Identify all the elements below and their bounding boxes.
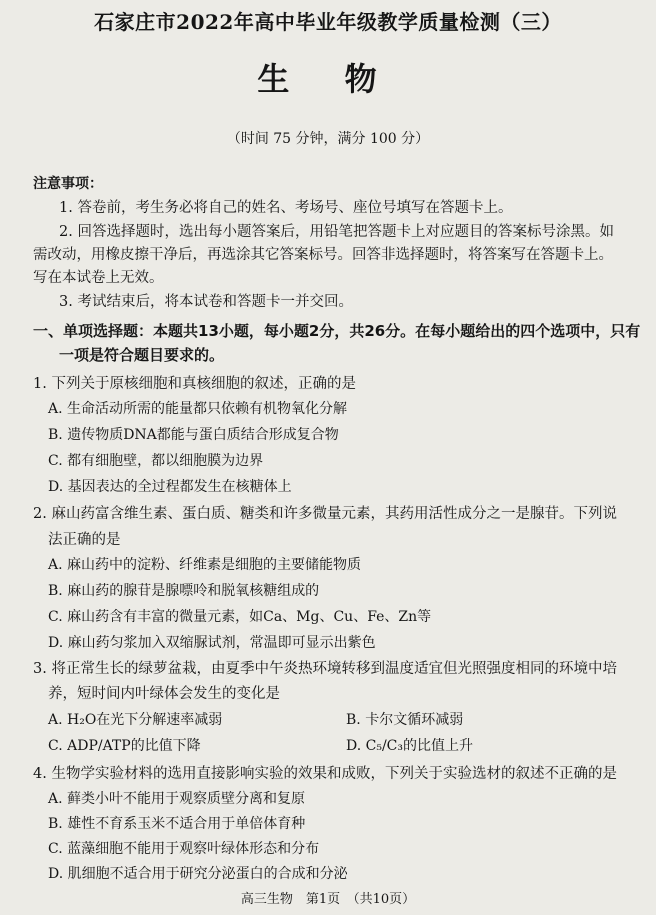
note-2b: 需改动，用橡皮擦干净后，再选涂其它答案标号。回答非选择题时，将答案写在答题卡上。 bbox=[33, 247, 613, 263]
question-2-stem: 2. 麻山药富含维生素、蛋白质、糖类和许多微量元素，其药用活性成分之一是腺苷。下列说 bbox=[33, 506, 617, 522]
note-1: 1. 答卷前，考生务必将自己的姓名、考场号、座位号填写在答题卡上。 bbox=[59, 200, 513, 216]
question-3-stem: 3. 将正常生长的绿萝盆栽，由夏季中午炎热环境转移到温度适宜但光照强度相同的环境中培 bbox=[33, 661, 617, 677]
question-2-stem-cont: 法正确的是 bbox=[48, 532, 121, 548]
question-4-stem: 4. 生物学实验材料的选用直接影响实验的效果和成败，下列关于实验选材的叙述不正确的是 bbox=[33, 766, 617, 782]
q2-option-b: B. 麻山药的腺苷是腺嘌呤和脱氧核糖组成的 bbox=[48, 583, 320, 599]
notes-heading: 注意事项： bbox=[33, 176, 103, 192]
section-heading-cont: 一项是符合题目要求的。 bbox=[59, 346, 225, 364]
note-3: 3. 考试结束后，将本试卷和答题卡一并交回。 bbox=[59, 294, 353, 310]
subject-title: 生 物 bbox=[257, 60, 399, 98]
q1-option-d: D. 基因表达的全过程都发生在核糖体上 bbox=[48, 479, 292, 495]
q3-option-a: A. H₂O在光下分解速率减弱 bbox=[48, 712, 223, 728]
section-heading: 一、单项选择题：本题共13小题，每小题2分，共26分。在每小题给出的四个选项中，只有 bbox=[33, 322, 641, 340]
question-1-stem: 1. 下列关于原核细胞和真核细胞的叙述，正确的是 bbox=[33, 376, 356, 392]
exam-title: 石家庄市2022年高中毕业年级教学质量检测（三） bbox=[94, 10, 562, 34]
q3-option-b: B. 卡尔文循环减弱 bbox=[346, 712, 464, 728]
q1-option-c: C. 都有细胞壁，都以细胞膜为边界 bbox=[48, 453, 264, 469]
note-2c: 写在本试卷上无效。 bbox=[33, 270, 164, 286]
q4-option-a: A. 藓类小叶不能用于观察质壁分离和复原 bbox=[48, 791, 306, 807]
q2-option-a: A. 麻山药中的淀粉、纤维素是细胞的主要储能物质 bbox=[48, 557, 362, 573]
q2-option-c: C. 麻山药含有丰富的微量元素，如Ca、Mg、Cu、Fe、Zn等 bbox=[48, 609, 432, 625]
q1-option-a: A. 生命活动所需的能量都只依赖有机物氧化分解 bbox=[48, 401, 348, 417]
page-footer: 高三生物 第1页 （共10页） bbox=[240, 892, 416, 907]
q2-option-d: D. 麻山药匀浆加入双缩脲试剂，常温即可显示出紫色 bbox=[48, 635, 376, 651]
q4-option-c: C. 蓝藻细胞不能用于观察叶绿体形态和分布 bbox=[48, 841, 320, 857]
q1-option-b: B. 遗传物质DNA都能与蛋白质结合形成复合物 bbox=[48, 427, 339, 443]
note-2a: 2. 回答选择题时，选出每小题答案后，用铅笔把答题卡上对应题目的答案标号涂黑。如 bbox=[59, 224, 614, 240]
q3-option-c: C. ADP/ATP的比值下降 bbox=[48, 738, 201, 754]
question-3-stem-cont: 养，短时间内叶绿体会发生的变化是 bbox=[48, 686, 280, 702]
q4-option-d: D. 肌细胞不适合用于研究分泌蛋白的合成和分泌 bbox=[48, 866, 348, 882]
time-info: （时间 75 分钟，满分 100 分） bbox=[226, 131, 430, 147]
q3-option-d: D. C₅/C₃的比值上升 bbox=[346, 738, 473, 754]
q4-option-b: B. 雄性不育系玉米不适合用于单倍体育种 bbox=[48, 816, 306, 832]
